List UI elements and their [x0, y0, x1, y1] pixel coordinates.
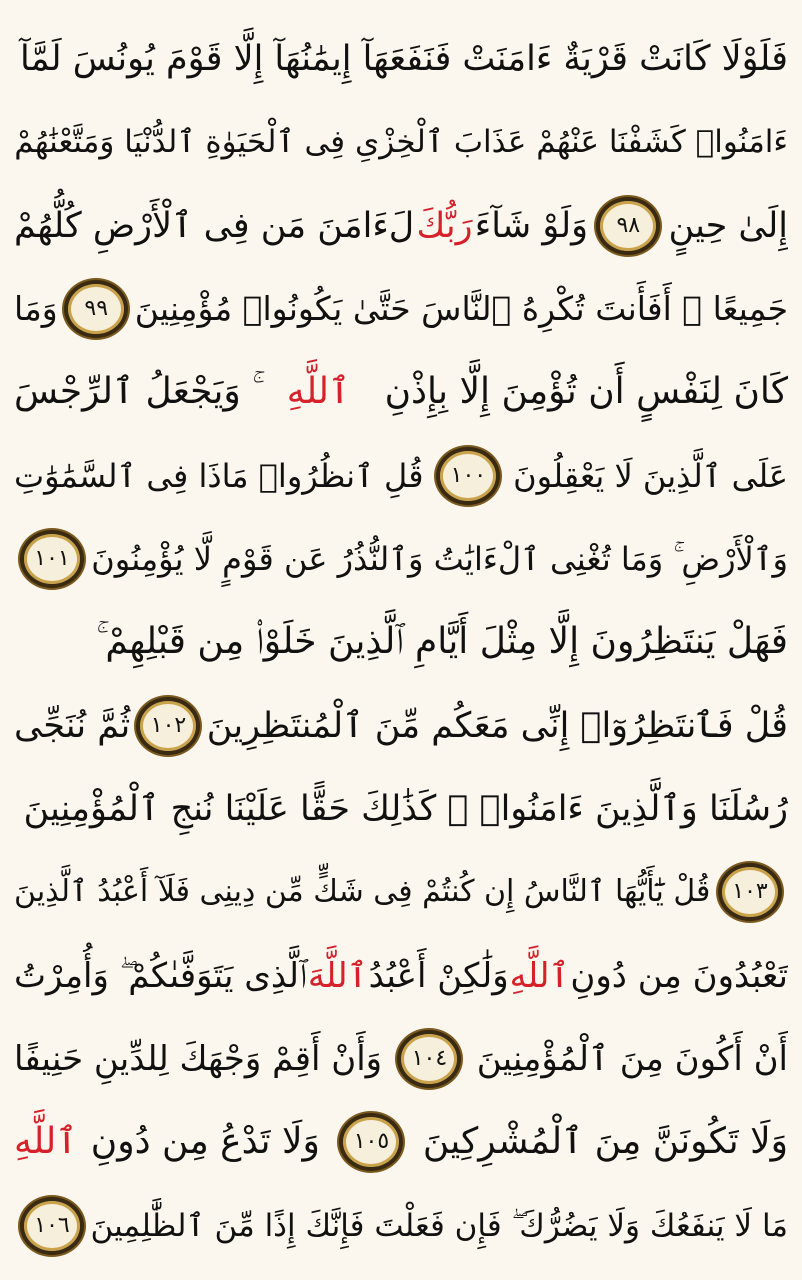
verse-text: قُلْ يَٰٓأَيُّهَا ٱلنَّاسُ إِن كُنتُمْ فِى شَكٍّ مِّن دِينِى فَلَآ أَعْبُدُ ٱلَّذِينَ — [14, 874, 711, 910]
ayah-number-marker: ١٠٠ — [436, 447, 500, 505]
verse-lines — [14, 20, 788, 1265]
divine-name-highlight: ٱللَّهَ — [307, 955, 368, 996]
text-line — [14, 1103, 788, 1181]
verse-text: وَلَا تَدْعُ مِن دُونِ — [90, 1121, 320, 1163]
verse-text: ثُمَّ نُنَجِّى — [14, 705, 131, 746]
verse-text: تَعْبُدُونَ مِن دُونِ — [570, 955, 788, 996]
verse-text: فَلَوْلَا كَانَتْ قَرْيَةٌ ءَامَنَتْ فَنَفَعَهَآ إِيمَٰنُهَآ إِلَّا قَوْمَ يُونُسَ لَمَّآ — [20, 39, 788, 79]
verse-text: قُلِ ٱنظُرُوا۟ مَاذَا فِى ٱلسَّمَٰوَٰتِ — [14, 456, 424, 495]
verse-text: ۚ وَيَجْعَلُ ٱلرِّجْسَ — [14, 371, 253, 413]
verse-text: ٱلَّذِى يَتَوَفَّىٰكُمْ ۖ وَأُمِرْتُ — [14, 955, 307, 996]
verse-text: كَانَ لِنَفْسٍ أَن تُؤْمِنَ إِلَّا بِإِذْنِ — [384, 371, 788, 413]
text-line — [14, 437, 788, 515]
text-line — [14, 770, 788, 848]
verse-text: وَٱلْأَرْضِ ۚ وَمَا تُغْنِى ٱلْءَايَٰتُ وَٱلنُّذُرُ عَن قَوْمٍ لَّا يُؤْمِنُونَ — [91, 540, 788, 579]
verse-text: وَمَا — [14, 289, 58, 329]
verse-text: إِلَىٰ حِينٍ — [668, 205, 788, 246]
divine-name-highlight: رَبُّكَ — [416, 205, 473, 246]
verse-text: أَنْ أَكُونَ مِنَ ٱلْمُؤْمِنِينَ — [476, 1039, 788, 1080]
divine-name-highlight: ٱللَّهِ — [14, 1121, 78, 1163]
text-line — [14, 20, 788, 98]
verse-text: وَأَنْ أَقِمْ وَجْهَكَ لِلدِّينِ حَنِيفًا — [14, 1039, 383, 1080]
verse-text: وَلَا تَكُونَنَّ مِنَ ٱلْمُشْرِكِينَ — [422, 1121, 788, 1163]
text-line — [14, 687, 788, 765]
ayah-number-marker: ١٠٦ — [20, 1197, 84, 1255]
ayah-number-marker: ٩٩ — [64, 280, 128, 338]
text-line — [14, 1020, 788, 1098]
text-line — [14, 603, 788, 681]
verse-text: جَمِيعًا ۚ أَفَأَنتَ تُكْرِهُ ٱلنَّاسَ حَتَّىٰ يَكُونُوا۟ مُؤْمِنِينَ — [134, 289, 788, 329]
divine-name-highlight: ٱللَّهِ — [286, 371, 351, 413]
verse-text: وَلَٰكِنْ أَعْبُدُ — [368, 955, 509, 996]
verse-text: وَلَوْ شَآءَ — [474, 205, 589, 246]
text-line — [14, 270, 788, 348]
ayah-number-marker: ١٠٤ — [397, 1030, 461, 1088]
ayah-number-marker: ١٠٥ — [339, 1113, 403, 1171]
text-line — [14, 103, 788, 181]
divine-name-highlight: ٱللَّهِ — [509, 955, 570, 996]
ayah-number-marker: ١٠١ — [20, 530, 84, 588]
text-line — [14, 1187, 788, 1265]
verse-text: لَءَامَنَ مَن فِى ٱلْأَرْضِ كُلُّهُمْ — [14, 205, 415, 246]
verse-text: ءَامَنُوا۟ كَشَفْنَا عَنْهُمْ عَذَابَ ٱلْخِزْىِ فِى ٱلْحَيَوٰةِ ٱلدُّنْيَا وَمَتَّعْنَٰهُمْ — [14, 124, 788, 161]
verse-text: مَا لَا يَنفَعُكَ وَلَا يَضُرُّكَ ۖ فَإِن فَعَلْتَ فَإِنَّكَ إِذًا مِّنَ ٱلظَّٰلِمِينَ — [90, 1207, 788, 1244]
text-line — [14, 520, 788, 598]
text-line — [14, 187, 788, 265]
verse-text: رُسُلَنَا وَٱلَّذِينَ ءَامَنُوا۟ ۚ كَذَٰلِكَ حَقًّا عَلَيْنَا نُنجِ ٱلْمُؤْمِنِينَ — [23, 789, 788, 830]
text-line — [14, 937, 788, 1015]
ayah-number-marker: ٩٨ — [596, 197, 660, 255]
ayah-number-marker: ١٠٢ — [136, 697, 200, 755]
verse-text: قُلْ فَٱنتَظِرُوٓا۟ إِنِّى مَعَكُم مِّنَ ٱلْمُنتَظِرِينَ — [206, 705, 788, 746]
text-line — [14, 353, 788, 431]
text-line — [14, 853, 788, 931]
ayah-number-marker: ١٠٣ — [718, 863, 782, 921]
verse-text: عَلَى ٱلَّذِينَ لَا يَعْقِلُونَ — [513, 456, 788, 495]
verse-text: فَهَلْ يَنتَظِرُونَ إِلَّا مِثْلَ أَيَّامِ ٱلَّذِينَ خَلَوْا۟ مِن قَبْلِهِمْ ۚ — [96, 621, 788, 663]
